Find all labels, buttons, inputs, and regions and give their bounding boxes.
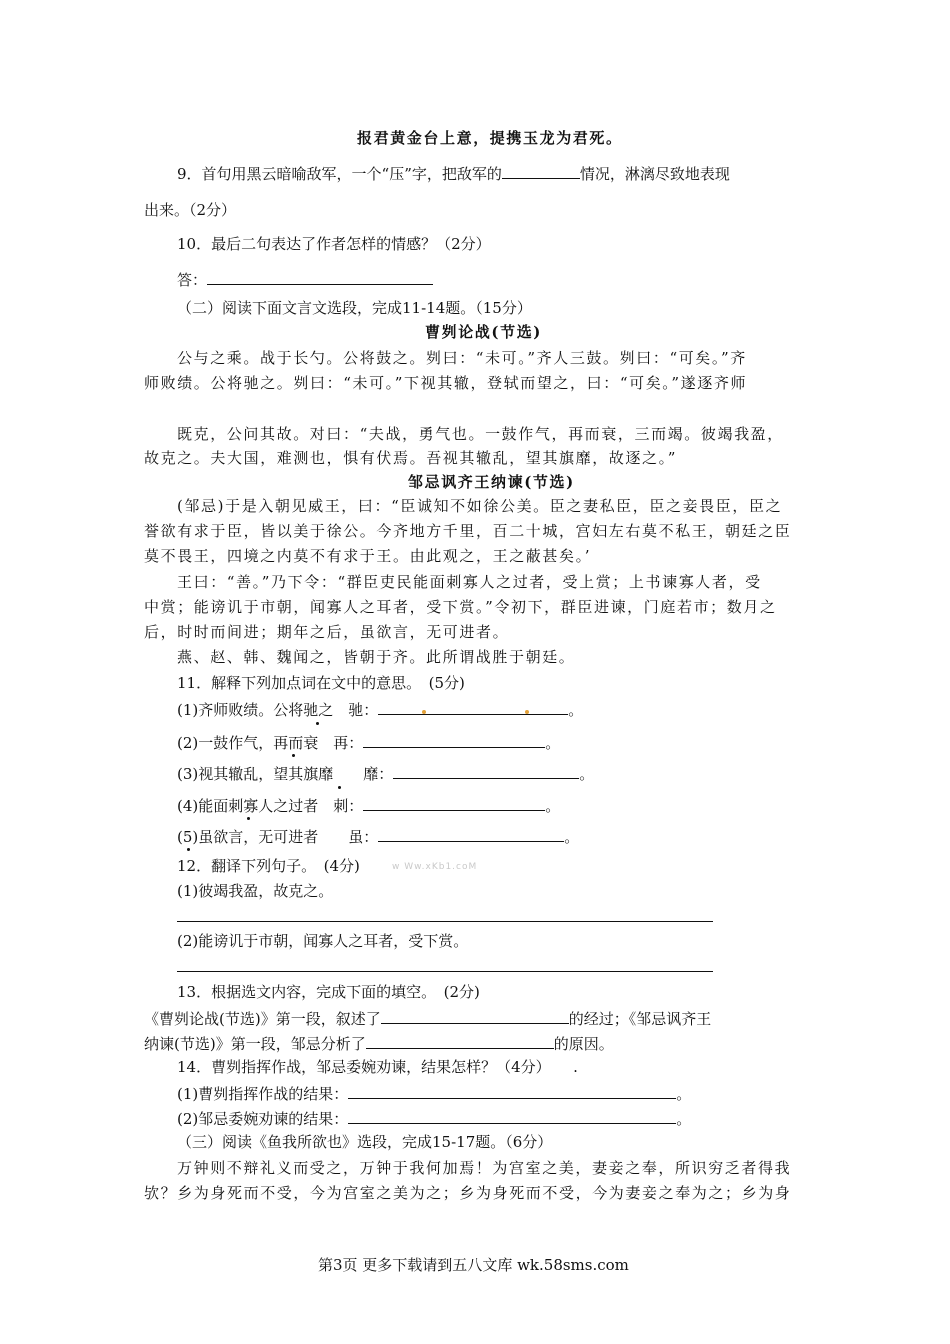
- question-13-text: 纳谏(节选)》第一段，邹忌分析了: [144, 1035, 366, 1053]
- period: 。: [579, 765, 595, 783]
- passage-1-line: 既克，公问其故。对曰：“夫战，勇气也。一鼓作气，再而衰，三而竭。彼竭我盈，: [177, 425, 784, 443]
- question-11-item: [177, 794, 560, 816]
- question-11-blank[interactable]: [363, 731, 545, 748]
- question-9: [177, 162, 730, 184]
- passage-2-line: 誉欲有求于臣，皆以美于徐公。今齐地方千里，百二十城，宫妇左右莫不私王，朝廷之臣: [144, 522, 792, 540]
- question-11-item-text: (2)一鼓作气，再而衰 再：: [177, 734, 364, 752]
- question-13-blank[interactable]: [366, 1032, 554, 1049]
- question-13-line: [144, 1032, 614, 1054]
- emphasis-dot: [187, 848, 190, 851]
- question-11-blank[interactable]: [378, 698, 568, 715]
- question-14-blank[interactable]: [348, 1107, 676, 1124]
- page-footer: 第3页 更多下载请到五八文库 wk.58sms.com: [318, 1256, 629, 1274]
- period: 。: [564, 828, 580, 846]
- question-11-item: [177, 698, 583, 720]
- period: 。: [676, 1110, 692, 1128]
- question-14-item-text: (1)曹刿指挥作战的结果：: [177, 1085, 349, 1103]
- question-12-item: (1)彼竭我盈，故克之。: [177, 882, 334, 900]
- question-10: 10．最后二句表达了作者怎样的情感？（2分）: [177, 235, 491, 253]
- passage-1-title: 曹刿论战(节选): [425, 323, 542, 341]
- period: 。: [568, 701, 584, 719]
- question-11-blank[interactable]: [363, 794, 545, 811]
- watermark: w Ww.xKb1.coM: [392, 862, 478, 872]
- emphasis-dot: [247, 817, 250, 820]
- question-11-item: [177, 825, 579, 847]
- section-3-line: 万钟则不辩礼义而受之，万钟于我何加焉！为宫室之美，妻妾之奉，所识穷乏者得我: [177, 1159, 792, 1177]
- question-12-item: (2)能谤讥于市朝，闻寡人之耳者，受下赏。: [177, 932, 469, 950]
- passage-2-line: 王曰：“善。”乃下令：“群臣吏民能面刺寡人之过者，受上赏；上书谏寡人者，受: [177, 573, 762, 591]
- question-12-title: 12．翻译下列句子。 (4分): [177, 857, 360, 875]
- question-13-title: 13．根据选文内容，完成下面的填空。 (2分): [177, 983, 480, 1001]
- passage-1-line: 故克之。夫大国，难测也，惧有伏焉。吾视其辙乱，望其旗靡，故逐之。”: [144, 449, 677, 467]
- question-9-blank[interactable]: [502, 162, 580, 179]
- question-13-line: [144, 1007, 711, 1029]
- question-13-text: 《曹刿论战(节选)》第一段，叙述了: [144, 1010, 381, 1028]
- question-10-answer-blank[interactable]: [207, 268, 433, 285]
- question-9-text-b: 情况，淋漓尽致地表现: [579, 165, 730, 183]
- passage-2-line: (邹忌)于是入朝见威王，曰：“臣诚知不如徐公美。臣之妻私臣，臣之妾畏臣，臣之: [177, 497, 783, 515]
- question-10-answer: [177, 268, 433, 290]
- period: 。: [676, 1085, 692, 1103]
- question-13-text: 的原因。: [553, 1035, 614, 1053]
- passage-2-line: 后，时时而间进；期年之后，虽欲言，无可进者。: [144, 623, 510, 641]
- period: 。: [545, 797, 561, 815]
- question-11-title: 11．解释下列加点词在文中的意思。 (5分): [177, 674, 465, 692]
- question-11-blank[interactable]: [393, 762, 579, 779]
- question-14-item: [177, 1107, 691, 1129]
- question-11-item-text: (3)视其辙乱，望其旗靡 靡：: [177, 765, 394, 783]
- orange-mark: [422, 710, 426, 714]
- question-13-blank[interactable]: [381, 1007, 569, 1024]
- passage-1-line: 师败绩。公将驰之。刿曰：“未可。”下视其辙，登轼而望之，曰：“可矣。”遂逐齐师: [144, 374, 748, 392]
- question-13-text: 的经过；《邹忌讽齐王: [568, 1010, 712, 1028]
- question-14-blank[interactable]: [348, 1082, 676, 1099]
- question-11-item: [177, 731, 560, 753]
- question-14-title: 14．曹刿指挥作战，邹忌委婉劝谏，结果怎样？（4分） .: [177, 1058, 578, 1076]
- question-14-item: [177, 1082, 691, 1104]
- passage-2-line: 燕、赵、韩、魏闻之，皆朝于齐。此所谓战胜于朝廷。: [177, 648, 576, 666]
- question-11-blank[interactable]: [378, 825, 564, 842]
- question-11-item-text: (5)虽欲言，无可进者 虽：: [177, 828, 379, 846]
- orange-mark: [525, 710, 529, 714]
- period: 。: [545, 734, 561, 752]
- answer-line[interactable]: [177, 921, 713, 922]
- passage-2-line: 中赏；能谤讥于市朝，闻寡人之耳者，受下赏。”令初下，群臣进谏，门庭若市；数月之: [144, 598, 777, 616]
- passage-2-line: 莫不畏王，四境之内莫不有求于王。由此观之，王之蔽甚矣。’: [144, 547, 592, 565]
- question-9-continuation: 出来。（2分）: [144, 201, 237, 219]
- question-9-text-a: 9．首句用黑云暗喻敌军，一个“压”字，把敌军的: [177, 165, 502, 183]
- question-14-item-text: (2)邹忌委婉劝谏的结果：: [177, 1110, 349, 1128]
- poem-last-line: 报君黄金台上意，提携玉龙为君死。: [357, 129, 623, 147]
- passage-1-line: 公与之乘。战于长勺。公将鼓之。刿曰：“未可。”齐人三鼓。刿曰：“可矣。”齐: [177, 349, 747, 367]
- question-11-item: [177, 762, 594, 784]
- emphasis-dot: [316, 722, 319, 725]
- emphasis-dot: [292, 754, 295, 757]
- passage-2-title: 邹忌讽齐王纳谏(节选): [408, 473, 575, 491]
- answer-label: 答：: [177, 271, 208, 289]
- answer-line[interactable]: [177, 971, 713, 972]
- question-11-item-text: (4)能面刺寡人之过者 刺：: [177, 797, 364, 815]
- question-11-item-text: (1)齐师败绩。公将驰之 驰：: [177, 701, 379, 719]
- section-3-line: 欤？乡为身死而不受，今为宫室之美为之；乡为身死而不受，今为妻妾之奉为之；乡为身: [144, 1184, 792, 1202]
- emphasis-dot: [338, 786, 341, 789]
- section-3-header: （三）阅读《鱼我所欲也》选段，完成15-17题。（6分）: [177, 1133, 553, 1151]
- section-2-header: （二）阅读下面文言文选段，完成11-14题。（15分）: [177, 299, 532, 317]
